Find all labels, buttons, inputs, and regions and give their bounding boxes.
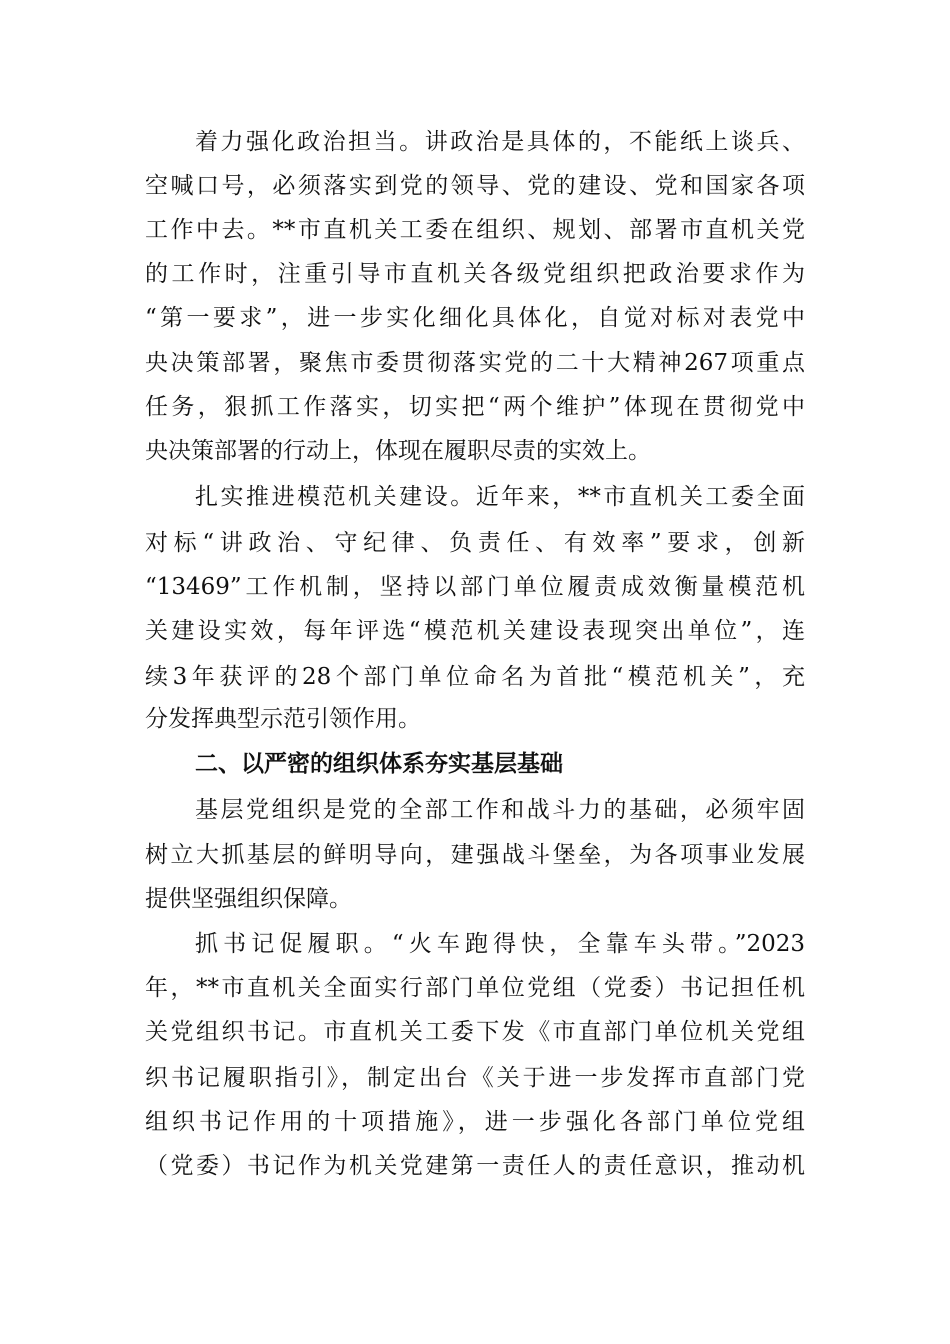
text-line: 抓书记促履职。“火车跑得快，全靠车头带。”2023 (195, 931, 805, 957)
text-line: “13469”工作机制，坚持以部门单位履责成效衡量模范机 (145, 574, 805, 600)
text-line: 组织书记作用的十项措施》，进一步强化各部门单位党组 (145, 1109, 805, 1135)
text-line: 关党组织书记。市直机关工委下发《市直部门单位机关党组 (145, 1019, 805, 1045)
text-line: 对标“讲政治、守纪律、负责任、有效率”要求，创新 (145, 530, 805, 556)
text-line: “第一要求”，进一步实化细化具体化，自觉对标对表党中 (145, 305, 805, 331)
text-line: 工作中去。**市直机关工委在组织、规划、部署市直机关党 (145, 217, 805, 243)
text-line: 空喊口号，必须落实到党的领导、党的建设、党和国家各项 (145, 173, 805, 199)
text-line: 基层党组织是党的全部工作和战斗力的基础，必须牢固 (195, 797, 805, 823)
text-line: 树立大抓基层的鲜明导向，建强战斗堡垒，为各项事业发展 (145, 842, 805, 868)
text-line: 二、以严密的组织体系夯实基层基础 (195, 751, 563, 777)
text-line: 任务，狠抓工作落实，切实把“两个维护”体现在贯彻党中 (145, 394, 805, 420)
text-line: 扎实推进模范机关建设。近年来，**市直机关工委全面 (195, 484, 805, 510)
text-line: 续3年获评的28个部门单位命名为首批“模范机关”，充 (145, 664, 805, 690)
text-line: 织书记履职指引》，制定出台《关于进一步发挥市直部门党 (145, 1065, 805, 1091)
text-line: 的工作时，注重引导市直机关各级党组织把政治要求作为 (145, 261, 805, 287)
text-line: 央决策部署，聚焦市委贯彻落实党的二十大精神267项重点 (145, 350, 805, 376)
text-line: 着力强化政治担当。讲政治是具体的，不能纸上谈兵、 (195, 129, 805, 155)
text-line: 提供坚强组织保障。 (145, 886, 352, 912)
text-line: 关建设实效，每年评选“模范机关建设表现突出单位”，连 (145, 618, 805, 644)
text-line: 央决策部署的行动上，体现在履职尽责的实效上。 (145, 438, 651, 464)
text-line: 年，**市直机关全面实行部门单位党组（党委）书记担任机 (145, 975, 805, 1001)
text-line: 分发挥典型示范引领作用。 (145, 706, 421, 732)
text-line: （党委）书记作为机关党建第一责任人的责任意识，推动机 (145, 1153, 805, 1179)
